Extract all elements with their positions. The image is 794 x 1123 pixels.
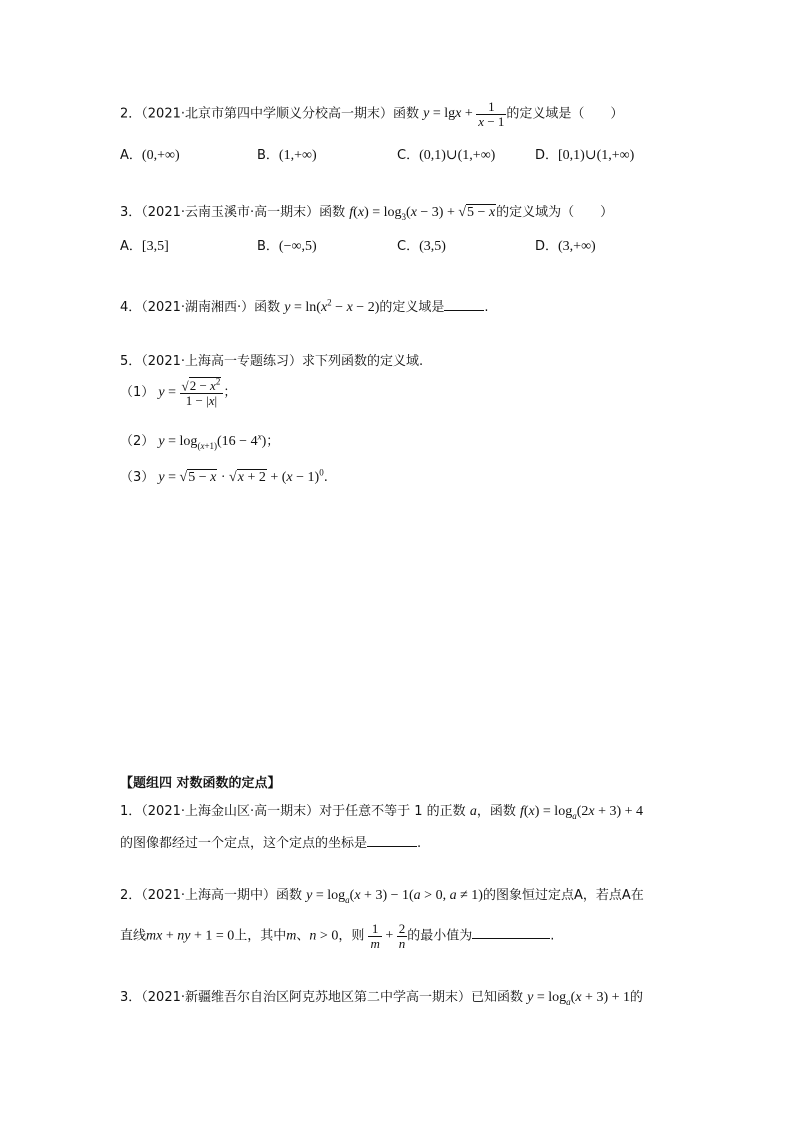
q5-stem (120, 350, 423, 369)
q2-stem (120, 100, 623, 128)
q3-stem (120, 201, 613, 222)
q2-choice-b: B．(1,+∞) (257, 148, 317, 163)
q3-choice-a: A．[3,5] (120, 239, 169, 254)
q3-tail: 的定义域为（ ） (496, 205, 614, 220)
q3-choice-c: C．(3,5) (397, 239, 446, 254)
q3-choice-b: B．(−∞,5) (257, 239, 317, 254)
g4-q3-number: 3． (120, 990, 142, 1005)
q5-part3-formula: $y = √5 - x \cdot √x + 2 + (x - 1)^0$ (158, 467, 324, 485)
q2-number: 2． (120, 106, 142, 122)
g4-q3-stem: 3．（2021·新疆维吾尔自治区阿克苏地区第二中学高一期末）已知函数 $y = \log_a(x + 3) + 1$的 (120, 990, 644, 1007)
q2-choice-c: C．(0,1)∪(1,+∞) (397, 148, 496, 163)
g4-q2-answer-blank[interactable] (472, 926, 550, 939)
q4-source: （2021·湖南湘西·）函数 (141, 300, 281, 315)
q3-choice-d: D．(3,+∞) (535, 239, 596, 254)
g4-q2-expression: $\frac{1}{m}$ + $\frac{2}{n}$ (370, 921, 406, 951)
q5-part1: （1） y = $\frac{√2 - x^2}{1 - |x|}$ ； (120, 377, 237, 408)
q4-answer-blank[interactable] (444, 298, 484, 311)
q2-choice-d: D．[0,1)∪(1,+∞) (535, 148, 635, 163)
q4-number: 4． (120, 300, 142, 315)
group4-title: 【题组四 对数函数的定点】 (120, 776, 281, 791)
q4-formula: $y = \ln(x^2 - x - 2)$ (284, 297, 380, 315)
q2-tail: 的定义域是（ ） (506, 106, 624, 122)
q5-part3: （3） $y = √5 - x \cdot √x + 2 + (x - 1)^0$. (120, 467, 328, 485)
g4-q2-formula: $y = \log_a(x + 3) - 1(a > 0$, a ≠ 1) (306, 888, 483, 905)
q5-number: 5． (120, 354, 142, 369)
g4-q1-answer-blank[interactable] (367, 834, 417, 847)
q5-source: （2021·上海高一专题练习）求下列函数的定义域. (141, 354, 424, 369)
q5-part1-formula: y = $\frac{√2 - x^2}{1 - |x|}$ (158, 385, 223, 400)
g4-q1-stem: 1．（2021·上海金山区·高一期末）对于任意不等于 1 的正数 a，函数 $f(x) = \log_a(2x + 3) + 4$ (120, 804, 644, 821)
g4-q1-formula: $f(x) = \log_a(2x + 3) + 4$ (519, 804, 644, 821)
q2-formula: y = lgx + $\frac{1}{x - 1}$ (423, 99, 505, 129)
q3-number: 3． (120, 205, 142, 220)
q4-tail: 的定义域是 (379, 300, 445, 315)
q4-stem: 4．（2021·湖南湘西·）函数 $y = \ln(x^2 - x - 2)$的定义域是 . (120, 297, 489, 315)
g4-q1-number: 1． (120, 804, 142, 819)
q3-formula: $f(x) = \log_3(x - 3) + √5 - x$ (349, 205, 496, 222)
g4-q3-source: （2021·新疆维吾尔自治区阿克苏地区第二中学高一期末）已知函数 (141, 990, 523, 1005)
g4-q3-formula: $y = \log_a(x + 3) + 1$ (527, 990, 630, 1007)
q2-choice-a: A．(0,+∞) (120, 148, 180, 163)
g4-q1-source: （2021·上海金山区·高一期末）对于任意不等于 1 的正数 (141, 804, 466, 819)
g4-q2-line2: 直线mx + ny + 1 = 0上，其中m、n > 0，则 $\frac{1}{m}$ + $\frac{2}{n}$ 的最小值为 . (120, 921, 555, 951)
g4-q1-line2: 的图像都经过一个定点，这个定点的坐标是 . (120, 836, 422, 851)
q5-part2: （2） $y = \log_{(x+1)}(16 - 4^x)$； (120, 431, 280, 451)
g4-q2-source: （2021·上海高一期中）函数 (141, 888, 302, 903)
g4-q2-stem: 2．（2021·上海高一期中）函数 $y = \log_a(x + 3) - 1(a > 0$, a ≠ 1)的图象恒过定点A，若点A在 (120, 888, 644, 905)
g4-q2-number: 2． (120, 888, 142, 903)
q3-source: （2021·云南玉溪市·高一期末）函数 (141, 205, 346, 220)
q2-source: （2021·北京市第四中学顺义分校高一期末）函数 (141, 106, 419, 122)
q5-part2-formula: $y = \log_{(x+1)}(16 - 4^x)$ (158, 431, 267, 451)
